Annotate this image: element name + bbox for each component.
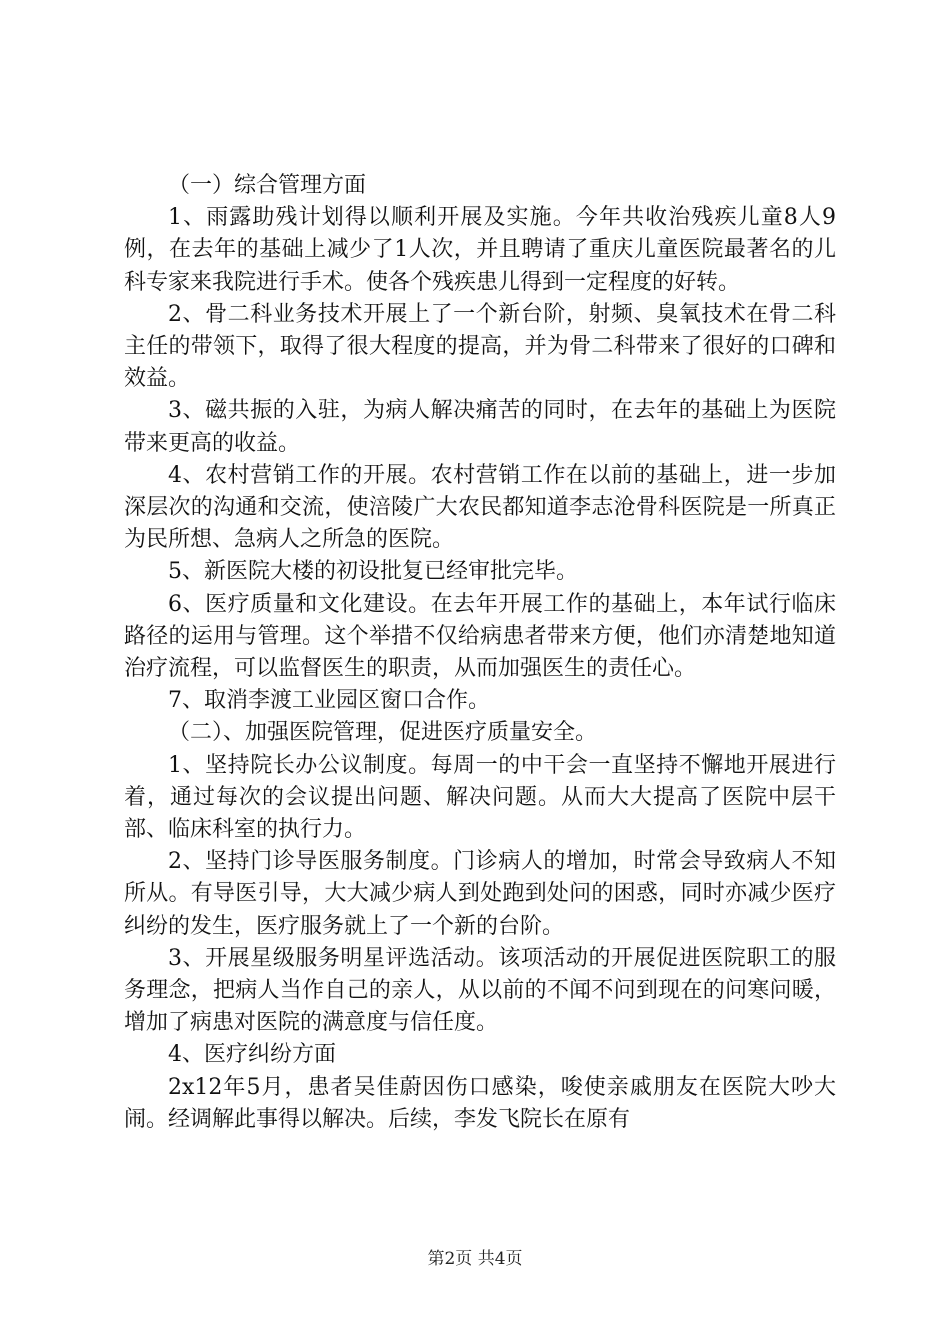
paragraph: 3、开展星级服务明星评选活动。该项活动的开展促进医院职工的服务理念，把病人当作自己的亲人，从以前的不闻不问到现在的问寒问暖，增加了病患对医院的满意度与信任度。 bbox=[124, 945, 836, 1036]
paragraph: 6、医疗质量和文化建设。在去年开展工作的基础上，本年试行临床路径的运用与管理。这个举措不仅给病患者带来方便，他们亦清楚地知道治疗流程，可以监督医生的职责，从而加强医生的责任心。 bbox=[124, 591, 836, 682]
section-heading-1: （一）综合管理方面 bbox=[168, 173, 367, 198]
page-footer: 第2页 共4页 bbox=[427, 1249, 523, 1269]
section-heading-2: （二）、加强医院管理，促进医疗质量安全。 bbox=[168, 720, 598, 746]
paragraph: 1、坚持院长办公议制度。每周一的中干会一直坚持不懈地开展进行着，通过每次的会议提出问题、解决问题。从而大大提高了医院中层干部、临床科室的执行力。 bbox=[124, 752, 836, 843]
body-text bbox=[124, 170, 836, 1136]
paragraph: 2x12年5月，患者吴佳蔚因伤口感染，唆使亲戚朋友在医院大吵大闹。经调解此事得以解决。后续，李发飞院长在原有 bbox=[124, 1074, 836, 1132]
paragraph: 5、新医院大楼的初设批复已经审批完毕。 bbox=[168, 559, 578, 585]
paragraph: 3、磁共振的入驻，为病人解决痛苦的同时，在去年的基础上为医院带来更高的收益。 bbox=[124, 398, 836, 456]
paragraph: 2、坚持门诊导医服务制度。门诊病人的增加，时常会导致病人不知所从。有导医引导，大大减少病人到处跑到处问的困惑，同时亦减少医疗纠纷的发生，医疗服务就上了一个新的台阶。 bbox=[124, 849, 836, 939]
paragraph: 1、雨露助残计划得以顺利开展及实施。今年共收治残疾儿童8人9例，在去年的基础上减少了1人次，并且聘请了重庆儿童医院最著名的儿科专家来我院进行手术。使各个残疾患儿得到一定程度的好转。 bbox=[124, 205, 836, 295]
paragraph: 7、取消李渡工业园区窗口合作。 bbox=[168, 688, 490, 714]
paragraph: 4、医疗纠纷方面 bbox=[168, 1042, 336, 1068]
paragraph: 2、骨二科业务技术开展上了一个新台阶，射频、臭氧技术在骨二科主任的带领下，取得了很大程度的提高，并为骨二科带来了很好的口碑和效益。 bbox=[124, 301, 836, 392]
paragraph: 4、农村营销工作的开展。农村营销工作在以前的基础上，进一步加深层次的沟通和交流，使涪陵广大农民都知道李志沧骨科医院是一所真正为民所想、急病人之所急的医院。 bbox=[124, 462, 836, 553]
